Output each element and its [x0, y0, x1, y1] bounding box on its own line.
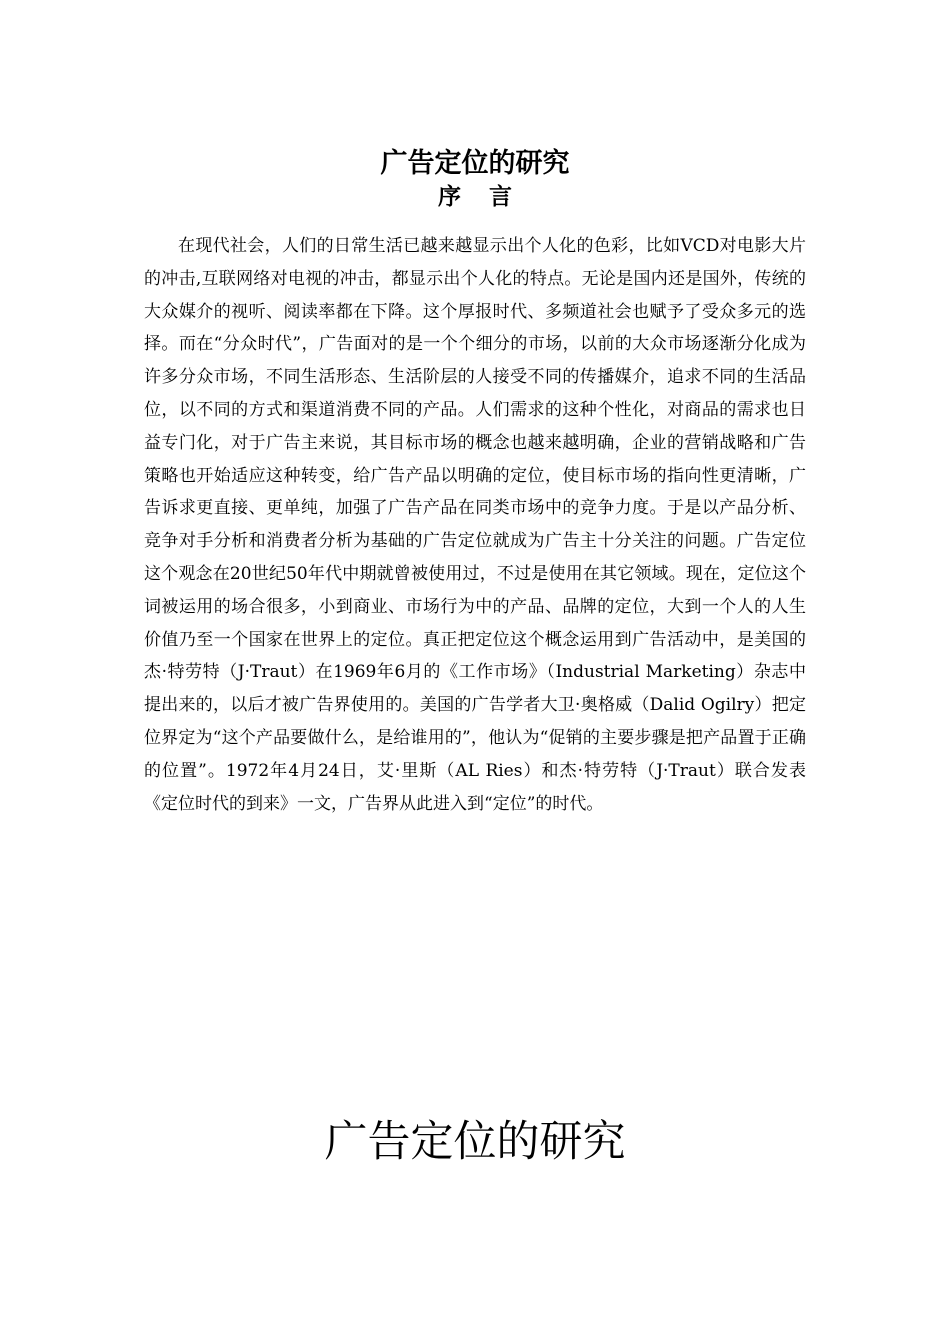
preface-paragraph: 在现代社会，人们的日常生活已越来越显示出个人化的色彩，比如VCD对电影大片的冲击,互联网络对电视的冲击，都显示出个人化的特点。无论是国内还是国外，传统的大众媒介的视听、阅读率都在下降。这个厚报时代、多频道社会也赋予了受众多元的选择。而在“分众时代”，广告面对的是一个个细分的市场，以前的大众市场逐渐分化成为许多分众市场，不同生活形态、生活阶层的人接受不同的传播媒介，追求不同的生活品位，以不同的方式和渠道消费不同的产品。人们需求的这种个性化，对商品的需求也日益专门化，对于广告主来说，其目标市场的概念也越来越明确，企业的营销战略和广告策略也开始适应这种转变，给广告产品以明确的定位，使目标市场的指向性更清晰，广告诉求更直接、更单纯，加强了广告产品在同类市场中的竞争力度。于是以产品分析、竞争对手分析和消费者分析为基础的广告定位就成为广告主十分关注的问题。广告定位这个观念在20世纪50年代中期就曾被使用过，不过是使用在其它领域。现在，定位这个词被运用的场合很多，小到商业、市场行为中的产品、品牌的定位，大到一个人的人生价值乃至一个国家在世界上的定位。真正把定位这个概念运用到广告活动中，是美国的杰·特劳特（J·Traut）在1969年6月的《工作市场》（Industrial Marketing）杂志中提出来的，以后才被广告界使用的。美国的广告学者大卫·奥格威（Dalid Ogilry）把定位界定为“这个产品要做什么，是给谁用的”，他认为“促销的主要步骤是把产品置于正确的位置”。1972年4月24日，艾·里斯（AL Ries）和杰·特劳特（J·Traut）联合发表《定位时代的到来》一文，广告界从此进入到“定位”的时代。: [144, 236, 806, 814]
document-title: 广告定位的研究: [380, 148, 570, 179]
next-page-title: 广告定位的研究: [324, 1117, 626, 1167]
preface-heading: 序言: [438, 183, 540, 210]
